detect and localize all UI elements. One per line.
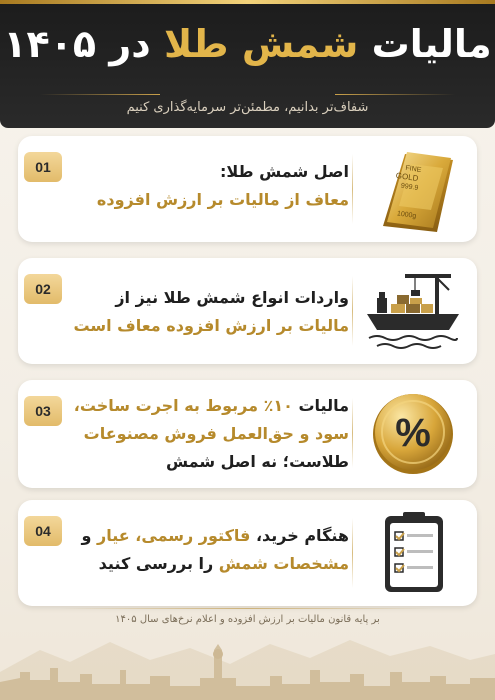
card-line-2	[70, 550, 349, 578]
title-part2: در ۱۴۰۵	[3, 22, 151, 66]
checklist-clipboard-icon	[361, 508, 465, 598]
card-line-2-gold: مشخصات شمش	[218, 554, 349, 573]
card-line-1	[70, 522, 349, 550]
icon-text-4: 1000g	[396, 210, 417, 220]
card-line-1-gold: ۱۰٪ مربوط به اجرت ساخت،	[73, 396, 293, 415]
cargo-ship-icon	[361, 266, 465, 356]
icon-text-3: 999.9	[400, 182, 419, 192]
card-text	[70, 284, 349, 340]
tehran-skyline-illustration	[0, 620, 495, 700]
card-line-1b: و	[81, 526, 98, 545]
card-line-2: معاف از مالیات بر ارزش افزوده	[96, 190, 349, 209]
card-line-2b: را بررسی کنید	[98, 554, 219, 573]
gold-bar-icon	[361, 144, 465, 234]
card-number-badge: 04	[24, 516, 62, 546]
card-number-badge: 01	[24, 152, 62, 182]
card-separator	[352, 518, 353, 588]
card-4	[18, 500, 477, 606]
title-part1: مالیات	[371, 22, 492, 66]
divider-left	[40, 94, 160, 95]
percent-coin-icon	[361, 388, 465, 478]
page-title	[0, 22, 495, 66]
card-line-1-gold: فاکتور رسمی، عیار	[97, 526, 251, 545]
divider-right	[335, 94, 455, 95]
footer-note: بر پایه قانون مالیات بر ارزش افزوده و اعلام نرخ‌های سال ۱۴۰۵	[115, 614, 380, 625]
card-2	[18, 258, 477, 364]
card-text	[70, 158, 349, 214]
card-line-3: طلاست؛ نه اصل شمش	[165, 452, 349, 471]
subtitle: شفاف‌تر بدانیم، مطمئن‌تر سرمایه‌گذاری کنیم	[126, 100, 369, 115]
header	[0, 0, 495, 128]
card-line-1: اصل شمش طلا:	[219, 162, 349, 181]
card-line-1: واردات انواع شمش طلا نیز از	[115, 288, 349, 307]
card-1	[18, 136, 477, 242]
title-gold: شمش طلا	[163, 22, 359, 66]
card-line-1	[70, 392, 349, 420]
card-line-2: مالیات بر ارزش افزوده معاف است	[73, 316, 349, 335]
card-line-1a: مالیات	[292, 396, 349, 415]
card-separator	[352, 398, 353, 468]
card-number-badge: 03	[24, 396, 62, 426]
card-text	[70, 522, 349, 578]
icon-text-2: GOLD	[395, 170, 419, 183]
svg-text:%: %	[395, 411, 431, 455]
card-separator	[352, 276, 353, 346]
card-separator	[352, 154, 353, 224]
card-3	[18, 380, 477, 488]
card-line-2: سود و حق‌العمل فروش مصنوعات	[83, 424, 349, 443]
card-number-badge: 02	[24, 274, 62, 304]
header-gold-strip	[0, 0, 495, 4]
icon-text-1: FINE	[404, 164, 422, 174]
card-line-1a: هنگام خرید،	[250, 526, 349, 545]
card-text	[70, 392, 349, 476]
footer-divider	[60, 608, 435, 609]
